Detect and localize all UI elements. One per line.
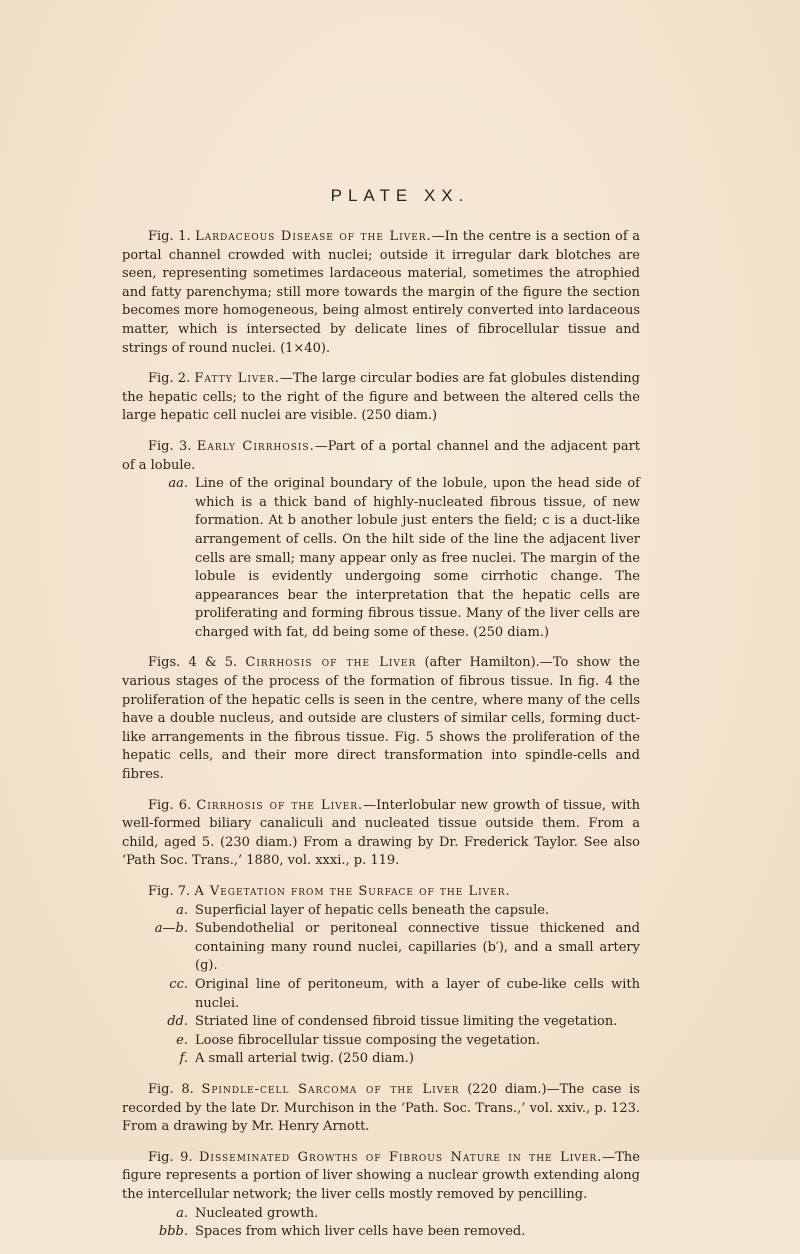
- figure-2: [122, 370, 640, 426]
- figure-item: [122, 902, 640, 921]
- figure-label: Fig. 9.: [148, 1149, 193, 1165]
- item-key: a.: [176, 902, 188, 918]
- figure-title: Spindle-cell Sarcoma of the Liver: [201, 1081, 460, 1097]
- figure-label: Fig. 1.: [148, 229, 191, 244]
- figure-text: The figure represents a portion of liver showing a nuclear growth extending along the intercellular network; the liver cells mostly removed by pencilling.: [122, 1149, 640, 1202]
- figure-paragraph: [122, 228, 640, 358]
- item-key: a—b.: [154, 921, 188, 937]
- item-key: bbb.: [158, 1224, 188, 1240]
- figure-paragraph: [122, 654, 640, 784]
- figure-item: [122, 920, 640, 976]
- figure-text: In the centre is a section of a portal channel crowded with nuclei; outside it irregular dark blotches are seen, representing sometimes lardaceous material, sometimes the atrophied and fatty parenchyma; still more towards the margin of the figure the section becomes more homogeneous, being almost entirely converted into lardaceous matter, which is intersected by delicate lines of fibrocellular tissue and strings of round nuclei. (1×40).: [122, 229, 640, 356]
- figure-7: [122, 883, 640, 1069]
- figure-4-5: [122, 654, 640, 784]
- figure-text: Interlobular new growth of tissue, with well-formed biliary canaliculi and nucleated tissue outside them. From a child, aged 5. (230 diam.) From a drawing by Dr. Frederick Taylor. See also ‘Path Soc. Trans.,’ 1880, vol. xxxi., p. 119.: [122, 797, 641, 869]
- item-key: f.: [179, 1051, 188, 1067]
- figure-paragraph: [122, 1149, 640, 1205]
- figure-paragraph: [122, 797, 640, 871]
- figure-separator: —: [602, 1149, 616, 1165]
- figure-paragraph: [122, 438, 640, 475]
- figure-separator: —: [314, 438, 328, 454]
- figure-title: Cirrhosis of the Liver.: [196, 797, 364, 813]
- item-text: Nucleated growth.: [195, 1205, 319, 1221]
- figure-3: [122, 438, 640, 643]
- figure-paragraph: [122, 883, 640, 902]
- figure-label: Fig. 7.: [148, 884, 191, 899]
- figure-text: (220 diam.)—The case is recorded by the late Dr. Murchison in the ‘Path. Soc. Trans.,’ vol. xxiv., p. 123. From a drawing by Mr. Henry Arnott.: [122, 1081, 640, 1135]
- figure-item-list: [122, 1205, 640, 1242]
- item-text: A small arterial twig. (250 diam.): [195, 1051, 414, 1067]
- figure-label: Fig. 8.: [148, 1081, 194, 1097]
- plate-title: PLATE XX.: [330, 186, 470, 205]
- figure-title: Early Cirrhosis.: [196, 438, 315, 454]
- figure-8: [122, 1081, 640, 1137]
- item-text: Subendothelial or peritoneal connective tissue thickened and containing many round nuclei, capillaries (b′), and a small artery (g).: [195, 921, 640, 974]
- figure-label: Fig. 2.: [148, 371, 191, 387]
- item-key: cc.: [169, 976, 188, 992]
- figure-label: Fig. 3.: [148, 438, 192, 454]
- figure-label: Fig. 6.: [148, 797, 192, 813]
- figure-separator: —: [279, 371, 293, 387]
- figure-item: [122, 1032, 640, 1051]
- item-text: Superficial layer of hepatic cells beneath the capsule.: [195, 902, 550, 918]
- figure-9: [122, 1149, 640, 1242]
- figure-item: [122, 1013, 640, 1032]
- item-text: Line of the original boundary of the lobule, upon the head side of which is a thick band of highly-nucleated fibrous tissue, of new formation. At b another lobule just enters the field; c is a duct-like arrangement of cells. On the hilt side of the line the adjacent liver cells are small; many appear only as free nuclei. The margin of the lobule is evidently undergoing some cirrhotic change. The appearances bear the interpretation that the hepatic cells are proliferating and forming fibrous tissue. Many of the liver cells are charged with fat, dd being some of these. (250 diam.): [195, 476, 640, 640]
- item-text: Original line of peritoneum, with a layer of cube-like cells with nuclei.: [195, 976, 640, 1011]
- figure-title: Fatty Liver.: [194, 371, 280, 387]
- figure-1: [122, 228, 640, 358]
- figure-title: Lardaceous Disease of the Liver.: [195, 229, 432, 244]
- figure-title: Disseminated Growths of Fibrous Nature in the Liver.: [198, 1149, 603, 1165]
- figure-title: Cirrhosis of the Liver: [245, 655, 417, 671]
- figure-item: [122, 1205, 640, 1224]
- figure-6: [122, 797, 640, 871]
- figure-paragraph: [122, 1081, 640, 1137]
- figure-item-list: [122, 475, 640, 642]
- figure-text: Part of a portal channel and the adjacent part of a lobule.: [122, 438, 641, 473]
- item-key: e.: [176, 1032, 188, 1048]
- figure-separator: (after Hamilton).—: [416, 655, 553, 671]
- figure-title: A Vegetation from the Surface of the Liver.: [194, 884, 511, 899]
- item-key: a.: [176, 1205, 188, 1221]
- figure-text: To show the various stages of the process of the formation of fibrous tissue. In fig. 4 the proliferation of the hepatic cells is seen in the centre, where many of the cells have a double nucleus, and outside are clusters of similar cells, forming duct-like arrangements in the fibrous tissue. Fig. 5 shows the proliferation of the hepatic cells, and their more direct transformation into spindle-cells and fibres.: [122, 655, 641, 783]
- figure-text: The large circular bodies are fat globules distending the hepatic cells; to the right of the figure and between the altered cells the large hepatic cell nuclei are visible. (250 diam.): [122, 371, 640, 424]
- figure-paragraph: [122, 370, 640, 426]
- item-text: Striated line of condensed fibroid tissue limiting the vegetation.: [195, 1014, 618, 1030]
- item-key: dd.: [167, 1014, 188, 1030]
- figure-item: [122, 1050, 640, 1069]
- plate-description: [122, 228, 640, 1254]
- item-text: Spaces from which liver cells have been removed.: [195, 1224, 526, 1240]
- figure-item: [122, 475, 640, 642]
- figure-separator: —: [363, 797, 377, 813]
- item-key: aa.: [168, 476, 188, 492]
- figure-item: [122, 1223, 640, 1242]
- figure-item-list: [122, 902, 640, 1069]
- item-text: Loose fibrocellular tissue composing the vegetation.: [195, 1032, 541, 1048]
- figure-separator: —: [431, 229, 445, 244]
- figure-item: [122, 976, 640, 1013]
- figure-label: Figs. 4 & 5.: [148, 655, 238, 671]
